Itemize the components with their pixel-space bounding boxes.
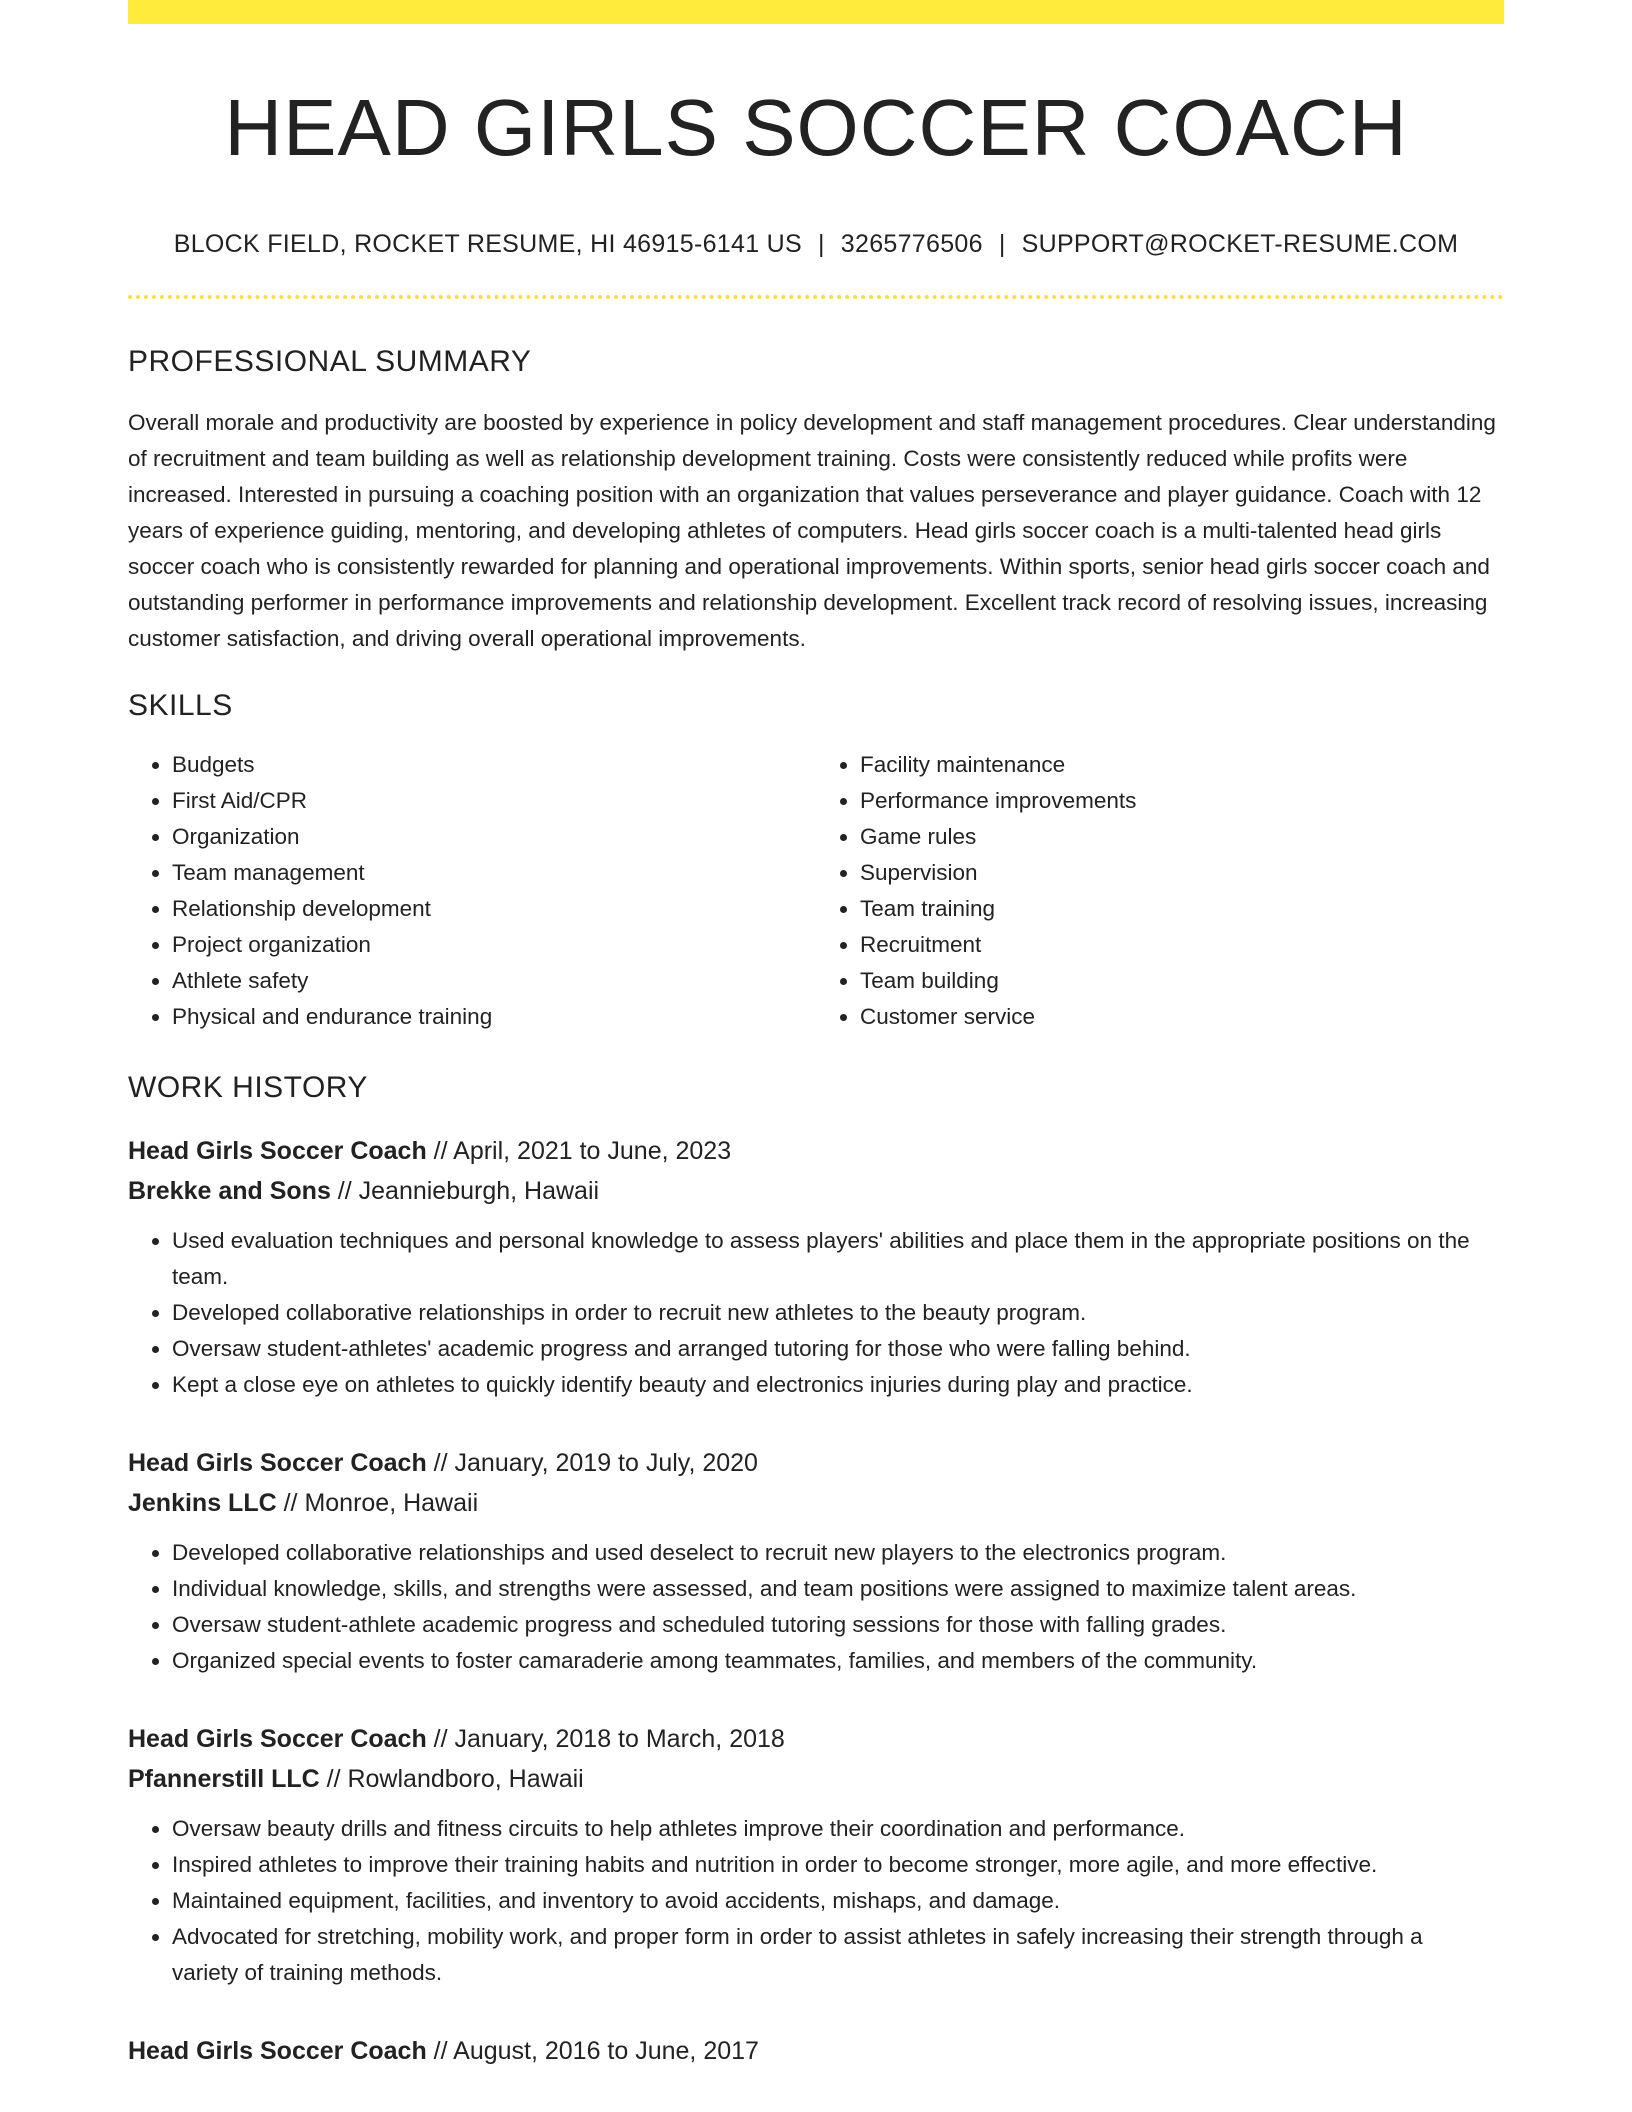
job-role-line: [128, 1719, 1504, 1759]
contact-separator: |: [998, 230, 1006, 258]
skill-item: • Project organization: [172, 927, 816, 963]
job-bullet: • Developed collaborative relationships in order to recruit new athletes to the beauty program.: [172, 1295, 1504, 1331]
job-role-line: [128, 2031, 1504, 2071]
job-company: Jenkins LLC: [128, 1489, 277, 1517]
job-bullet: • Kept a close eye on athletes to quickly identify beauty and electronics injuries during play and practice.: [172, 1367, 1504, 1403]
accent-top-bar: [128, 0, 1504, 24]
job-dates: // January, 2018 to March, 2018: [426, 1725, 785, 1753]
job-bullet: • Oversaw student-athlete academic progress and scheduled tutoring sessions for those with falling grades.: [172, 1607, 1504, 1643]
skill-item: • Team building: [860, 963, 1504, 999]
summary-text: Overall morale and productivity are boosted by experience in policy development and staff management procedures. Clear understanding of recruitment and team building as well as relationship development training. Costs were consistently reduced while profits were increased. Interested in pursuing a coaching position with an organization that values perseverance and player guidance. Coach with 12 years of experience guiding, mentoring, and developing athletes of computers. Head girls soccer coach is a multi-talented head girls soccer coach who is consistently rewarded for planning and operational improvements. Within sports, senior head girls soccer coach and outstanding performer in performance improvements and relationship development. Excellent track record of resolving issues, increasing customer satisfaction, and driving overall operational improvements.: [128, 410, 1496, 651]
job-role-line: [128, 1443, 1504, 1483]
job-role: Head Girls Soccer Coach: [128, 2037, 427, 2065]
job-location: // Jeannieburgh, Hawaii: [330, 1177, 600, 1205]
skill-item: • Recruitment: [860, 927, 1504, 963]
job-role: Head Girls Soccer Coach: [128, 1725, 427, 1753]
job-dates: // August, 2016 to June, 2017: [426, 2037, 759, 2065]
job-bullet: • Advocated for stretching, mobility work, and proper form in order to assist athletes in safely increasing their strength through a variety of training methods.: [172, 1919, 1504, 1991]
job-entry: [128, 1131, 1504, 1403]
work-history-heading: WORK HISTORY: [128, 1071, 368, 1104]
job-entry: [128, 2031, 1504, 2071]
job-bullets: [128, 1811, 1504, 1991]
contact-phone: 3265776506: [840, 230, 983, 258]
job-entry: [128, 1719, 1504, 1991]
job-dates: // January, 2019 to July, 2020: [426, 1449, 758, 1477]
job-dates: // April, 2021 to June, 2023: [426, 1137, 732, 1165]
job-location: // Rowlandboro, Hawaii: [319, 1765, 584, 1793]
skill-item: • Budgets: [172, 747, 816, 783]
job-bullets: [128, 1223, 1504, 1403]
job-bullets: [128, 1535, 1504, 1679]
skill-item: • Game rules: [860, 819, 1504, 855]
job-company-line: [128, 1759, 1504, 1799]
job-company: Pfannerstill LLC: [128, 1765, 320, 1793]
job-bullet: • Developed collaborative relationships and used deselect to recruit new players to the electronics program.: [172, 1535, 1504, 1571]
contact-address: BLOCK FIELD, ROCKET RESUME, HI 46915-6141 US: [173, 230, 802, 258]
job-bullet: • Individual knowledge, skills, and strengths were assessed, and team positions were assigned to maximize talent areas.: [172, 1571, 1504, 1607]
skills-columns: [128, 747, 1504, 1035]
job-company-line: [128, 1483, 1504, 1523]
job-company: Brekke and Sons: [128, 1177, 331, 1205]
job-bullet: • Oversaw student-athletes' academic progress and arranged tutoring for those who were falling behind.: [172, 1331, 1504, 1367]
job-role-line: [128, 1131, 1504, 1171]
job-entry: [128, 1443, 1504, 1679]
job-location: // Monroe, Hawaii: [276, 1489, 479, 1517]
skill-item: • Supervision: [860, 855, 1504, 891]
job-bullet: • Maintained equipment, facilities, and inventory to avoid accidents, mishaps, and damage.: [172, 1883, 1504, 1919]
summary-heading: PROFESSIONAL SUMMARY: [128, 345, 532, 378]
dotted-divider: [128, 295, 1504, 299]
skills-list-left: [128, 747, 816, 1035]
job-company-line: [128, 1171, 1504, 1211]
job-bullet: • Organized special events to foster camaraderie among teammates, families, and members of the community.: [172, 1643, 1504, 1679]
skill-item: • First Aid/CPR: [172, 783, 816, 819]
skill-item: • Facility maintenance: [860, 747, 1504, 783]
skill-item: • Team training: [860, 891, 1504, 927]
skill-item: • Organization: [172, 819, 816, 855]
job-role: Head Girls Soccer Coach: [128, 1137, 427, 1165]
contact-email: SUPPORT@ROCKET-RESUME.COM: [1021, 230, 1459, 258]
job-bullet: • Used evaluation techniques and personal knowledge to assess players' abilities and place them in the appropriate positions on the team.: [172, 1223, 1504, 1295]
skills-list-right: [816, 747, 1504, 1035]
resume-name: HEAD GIRLS SOCCER COACH: [224, 83, 1408, 172]
contact-line: [128, 230, 1504, 259]
contact-separator: |: [817, 230, 825, 258]
job-role: Head Girls Soccer Coach: [128, 1449, 427, 1477]
skill-item: • Customer service: [860, 999, 1504, 1035]
job-bullet: • Oversaw beauty drills and fitness circuits to help athletes improve their coordination and performance.: [172, 1811, 1504, 1847]
resume-page: [128, 0, 1504, 2112]
skill-item: • Team management: [172, 855, 816, 891]
skills-heading: SKILLS: [128, 689, 233, 722]
skill-item: • Performance improvements: [860, 783, 1504, 819]
job-bullet: • Inspired athletes to improve their training habits and nutrition in order to become stronger, more agile, and more effective.: [172, 1847, 1504, 1883]
skill-item: • Relationship development: [172, 891, 816, 927]
skill-item: • Athlete safety: [172, 963, 816, 999]
skill-item: • Physical and endurance training: [172, 999, 816, 1035]
